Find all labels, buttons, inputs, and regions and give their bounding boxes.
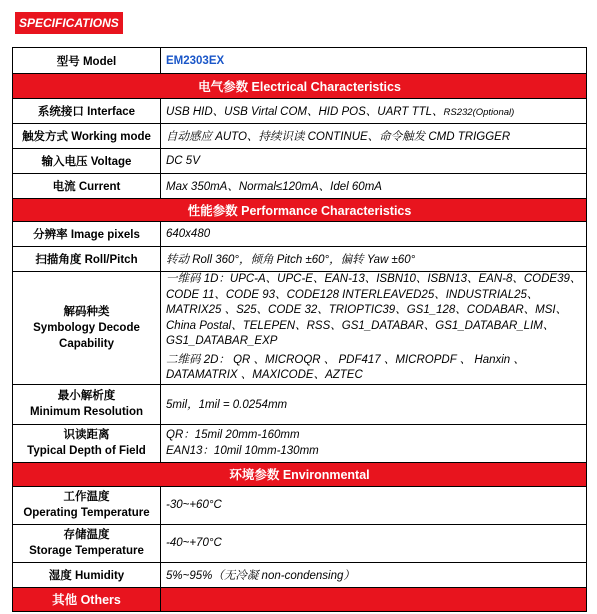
- symbology-2d-line: DATAMATRIX 、MAXICODE、AZTEC: [166, 369, 363, 381]
- row-operating-temp: [13, 486, 587, 524]
- section-others: [13, 587, 587, 611]
- symbology-label-en-2: Capability: [59, 337, 114, 350]
- model-label: 型号 Model: [13, 48, 161, 74]
- section-electrical-title: 电气参数 Electrical Characteristics: [13, 74, 587, 99]
- row-image-pixels: [13, 222, 587, 247]
- depth-of-field-label: [13, 424, 161, 462]
- row-current: [13, 174, 587, 199]
- storage-temp-label-cn: 存储温度: [63, 529, 110, 541]
- current-label: 电流 Current: [13, 174, 161, 199]
- symbology-value: [161, 272, 587, 385]
- depth-of-field-value-qr: QR：15mil 20mm-160mm: [166, 429, 300, 441]
- symbology-label: [13, 272, 161, 385]
- operating-temp-label: [13, 486, 161, 524]
- min-resolution-label-en: Minimum Resolution: [29, 406, 144, 418]
- row-symbology: [13, 272, 587, 385]
- row-interface: [13, 99, 587, 124]
- symbology-1d-line: China Postal、TELEPEN、RSS、GS1_DATABAR、GS1_DATABAR_LIM、: [166, 319, 555, 332]
- section-performance: [13, 199, 587, 222]
- row-min-resolution: [13, 384, 587, 424]
- storage-temp-value: -40~+70°C: [161, 524, 587, 562]
- section-others-title: 其他 Others: [13, 587, 161, 611]
- image-pixels-label: 分辨率 Image pixels: [13, 222, 161, 247]
- humidity-label: 湿度 Humidity: [13, 562, 161, 587]
- min-resolution-value: 5mil，1mil = 0.0254mm: [161, 384, 587, 424]
- working-mode-label: 触发方式 Working mode: [13, 124, 161, 149]
- row-model: [13, 48, 587, 74]
- row-depth-of-field: [13, 424, 587, 462]
- section-others-empty: [161, 587, 587, 611]
- row-roll-pitch: [13, 247, 587, 272]
- symbology-1d-line: 一维码 1D：UPC-A、UPC-E、EAN-13、ISBN10、ISBN13、EAN-8、CODE39、: [166, 273, 582, 285]
- model-value: EM2303EX: [161, 48, 587, 74]
- operating-temp-value: -30~+60°C: [161, 486, 587, 524]
- specifications-table: [12, 47, 587, 612]
- operating-temp-label-en: Operating Temperature: [23, 507, 150, 519]
- row-working-mode: [13, 124, 587, 149]
- storage-temp-label-en: Storage Temperature: [29, 545, 144, 557]
- operating-temp-label-cn: 工作温度: [63, 491, 110, 503]
- interface-value-main: USB HID、USB Virtal COM、HID POS、UART TTL、: [166, 106, 444, 118]
- symbology-label-en-1: Symbology Decode: [33, 321, 140, 334]
- depth-of-field-value: [161, 424, 587, 462]
- voltage-value: DC 5V: [161, 149, 587, 174]
- working-mode-value: 自动感应 AUTO、持续识读 CONTINUE、命令触发 CMD TRIGGER: [161, 124, 587, 149]
- interface-label: 系统接口 Interface: [13, 99, 161, 124]
- symbology-1d-line: CODE 11、CODE 93、CODE128 INTERLEAVED25、INDUSTRIAL25、: [166, 288, 539, 301]
- section-environmental-title: 环境参数 Environmental: [13, 462, 587, 486]
- row-voltage: [13, 149, 587, 174]
- current-value: Max 350mA、Normal≤120mA、Idel 60mA: [161, 174, 587, 199]
- roll-pitch-value: 转动 Roll 360°，倾角 Pitch ±60°，偏转 Yaw ±60°: [161, 247, 587, 272]
- row-storage-temp: [13, 524, 587, 562]
- interface-value: [161, 99, 587, 124]
- depth-of-field-label-en: Typical Depth of Field: [27, 445, 146, 457]
- section-environmental: [13, 462, 587, 486]
- symbology-2d-line: 二维码 2D： QR 、MICROQR 、 PDF417 、MICROPDF 、 Hanxin 、: [166, 353, 525, 366]
- symbology-label-cn: 解码种类: [63, 305, 110, 318]
- min-resolution-label-cn: 最小解析度: [57, 390, 116, 402]
- humidity-value: 5%~95%（无冷凝 non-condensing）: [161, 562, 587, 587]
- section-electrical: [13, 74, 587, 99]
- storage-temp-label: [13, 524, 161, 562]
- interface-value-optional: RS232(Optional): [443, 107, 515, 118]
- voltage-label: 输入电压 Voltage: [13, 149, 161, 174]
- row-humidity: [13, 562, 587, 587]
- roll-pitch-label: 扫描角度 Roll/Pitch: [13, 247, 161, 272]
- depth-of-field-label-cn: 识读距离: [63, 429, 110, 441]
- min-resolution-label: [13, 384, 161, 424]
- symbology-1d-line: MATRIX25 、S25、CODE 32、TRIOPTIC39、GS1_128、CODABAR、MSI、: [166, 304, 568, 316]
- specifications-header: SPECIFICATIONS: [15, 12, 123, 34]
- cropped-top-text: [336, 0, 416, 4]
- section-performance-title: 性能参数 Performance Characteristics: [13, 199, 587, 222]
- depth-of-field-value-ean13: EAN13：10mil 10mm-130mm: [166, 445, 319, 457]
- symbology-1d-line: GS1_DATABAR_EXP: [166, 335, 278, 347]
- image-pixels-value: 640x480: [161, 222, 587, 247]
